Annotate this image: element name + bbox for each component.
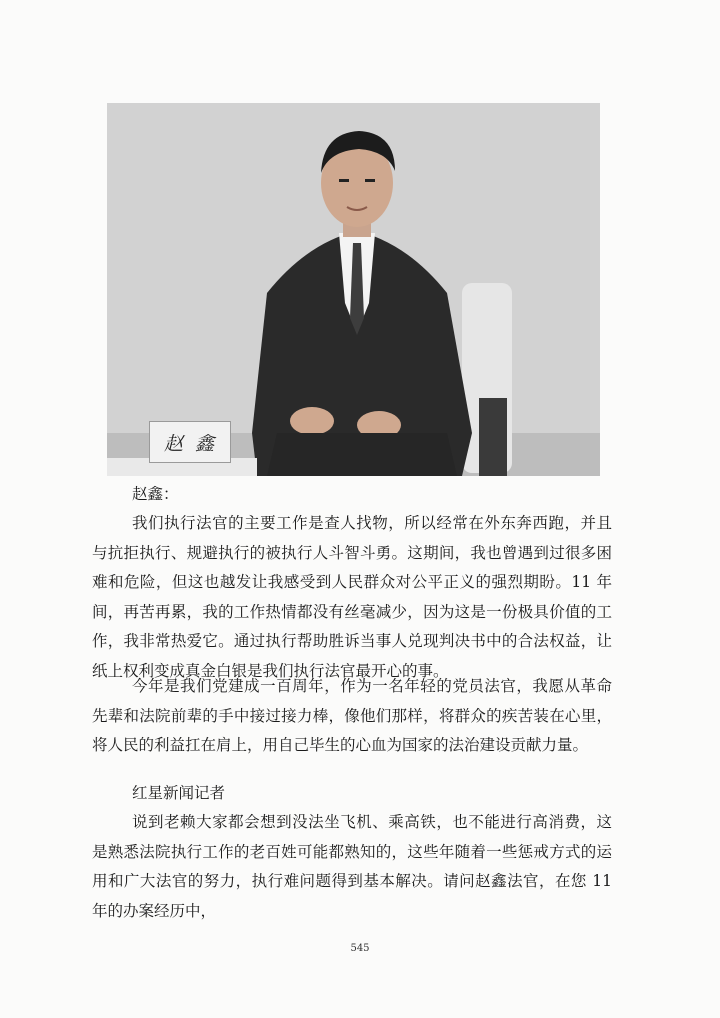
reporter-label: 红星新闻记者 <box>132 784 226 802</box>
paragraph-2: 今年是我们党建成一百周年，作为一名年轻的党员法官，我愿从革命先辈和法院前辈的手中接过接力棒，像他们那样，将群众的疾苦装在心里，将人民的利益扛在肩上，用自己毕生的心血为国家的法治建设贡献力量。 <box>92 677 612 754</box>
nameplate: 赵鑫 <box>149 421 231 463</box>
page-number: 545 <box>350 943 370 954</box>
paragraph-3: 说到老赖大家都会想到没法坐飞机、乘高铁，也不能进行高消费，这是熟悉法院执行工作的老百姓可能都熟知的，这些年随着一些惩戒方式的运用和广大法官的努力，执行难问题得到基本解决。请问赵鑫法官，在您 11 年的办案经历中， <box>92 813 612 920</box>
speaker-label: 赵鑫： <box>132 485 179 503</box>
paragraph-1: 我们执行法官的主要工作是查人找物，所以经常在外东奔西跑，并且与抗拒执行、规避执行的被执行人斗智斗勇。这期间，我也曾遇到过很多困难和危险，但这也越发让我感受到人民群众对公平正义的强烈期盼。11 年间，再苦再累，我的工作热情都没有丝毫减少，因为这是一份极具价值的工作，我非常热爱它。通过执行帮助胜诉当事人兑现判决书中的合法权益，让纸上权利变成真金白银是我们执行法官最开心的事。 <box>92 514 612 680</box>
speaker-photo <box>107 103 600 476</box>
